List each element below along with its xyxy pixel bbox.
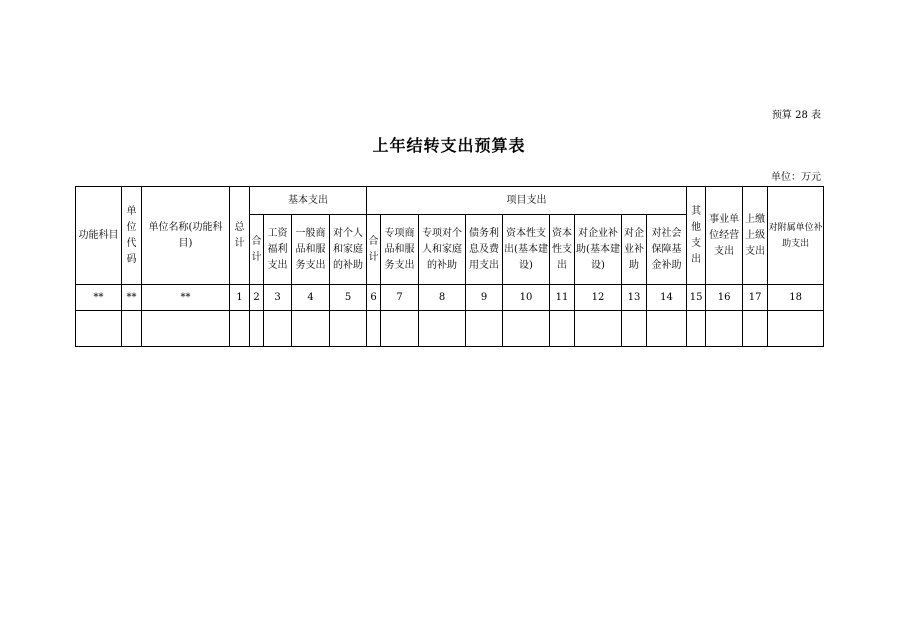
number-row bbox=[76, 285, 824, 311]
table-cell: 4 bbox=[292, 285, 330, 311]
table-cell: ** bbox=[142, 285, 230, 311]
header-special-goods: 专项商品和服务支出 bbox=[381, 215, 419, 285]
header-total: 总计 bbox=[230, 187, 250, 285]
header-other: 其他支出 bbox=[687, 187, 706, 285]
table-cell bbox=[367, 311, 381, 347]
empty-row bbox=[76, 311, 824, 347]
header-project-expenditure: 项目支出 bbox=[367, 187, 687, 215]
table-cell bbox=[250, 311, 264, 347]
table-cell: 14 bbox=[647, 285, 687, 311]
header-unit-code: 单位代码 bbox=[122, 187, 142, 285]
table-cell: 13 bbox=[622, 285, 647, 311]
header-social-security: 对社会保障基金补助 bbox=[647, 215, 687, 285]
header-basic-subtotal: 合计 bbox=[250, 215, 264, 285]
table-cell: 16 bbox=[706, 285, 743, 311]
table-cell: 3 bbox=[264, 285, 292, 311]
table-cell bbox=[76, 311, 122, 347]
table-cell bbox=[768, 311, 824, 347]
table-cell bbox=[419, 311, 466, 347]
table-cell bbox=[142, 311, 230, 347]
table-cell: 1 bbox=[230, 285, 250, 311]
table-cell bbox=[647, 311, 687, 347]
table-cell bbox=[706, 311, 743, 347]
header-special-personal: 专项对个人和家庭的补助 bbox=[419, 215, 466, 285]
table-cell bbox=[622, 311, 647, 347]
header-basic-expenditure: 基本支出 bbox=[250, 187, 367, 215]
table-cell bbox=[503, 311, 550, 347]
header-capital-basic: 资本性支出(基本建设) bbox=[503, 215, 550, 285]
header-debt: 债务利息及费用支出 bbox=[466, 215, 503, 285]
table-cell: 2 bbox=[250, 285, 264, 311]
table-cell: 8 bbox=[419, 285, 466, 311]
table-cell bbox=[550, 311, 575, 347]
table-cell: 6 bbox=[367, 285, 381, 311]
table-cell: 9 bbox=[466, 285, 503, 311]
header-capital: 资本性支出 bbox=[550, 215, 575, 285]
header-enterprise-basic: 对企业补助(基本建设) bbox=[575, 215, 622, 285]
table-cell bbox=[330, 311, 367, 347]
header-salary: 工资福利支出 bbox=[264, 215, 292, 285]
header-unit-name: 单位名称(功能科目) bbox=[142, 187, 230, 285]
header-project-subtotal: 合计 bbox=[367, 215, 381, 285]
table-cell: 5 bbox=[330, 285, 367, 311]
table-cell: 15 bbox=[687, 285, 706, 311]
header-business: 事业单位经营支出 bbox=[706, 187, 743, 285]
form-number: 预算 28 表 bbox=[771, 110, 821, 121]
table-cell bbox=[575, 311, 622, 347]
header-affiliated: 对附属单位补助支出 bbox=[768, 187, 824, 285]
unit-label: 单位：万元 bbox=[771, 172, 821, 183]
table-cell: 12 bbox=[575, 285, 622, 311]
table-cell bbox=[743, 311, 768, 347]
table-cell: 7 bbox=[381, 285, 419, 311]
table-cell: ** bbox=[122, 285, 142, 311]
header-goods: 一般商品和服务支出 bbox=[292, 215, 330, 285]
table-cell: 18 bbox=[768, 285, 824, 311]
table-cell: 11 bbox=[550, 285, 575, 311]
table-cell bbox=[264, 311, 292, 347]
header-func-subject: 功能科目 bbox=[76, 187, 122, 285]
budget-table bbox=[75, 186, 824, 347]
table-cell: ** bbox=[76, 285, 122, 311]
table-cell bbox=[381, 311, 419, 347]
header-upper: 上缴上级支出 bbox=[743, 187, 768, 285]
table-cell: 17 bbox=[743, 285, 768, 311]
table-cell: 10 bbox=[503, 285, 550, 311]
table-cell bbox=[687, 311, 706, 347]
page-title: 上年结转支出预算表 bbox=[372, 136, 526, 155]
table-cell bbox=[292, 311, 330, 347]
table-cell bbox=[230, 311, 250, 347]
table-cell bbox=[122, 311, 142, 347]
header-enterprise: 对企业补助 bbox=[622, 215, 647, 285]
header-personal: 对个人和家庭的补助 bbox=[330, 215, 367, 285]
table-cell bbox=[466, 311, 503, 347]
